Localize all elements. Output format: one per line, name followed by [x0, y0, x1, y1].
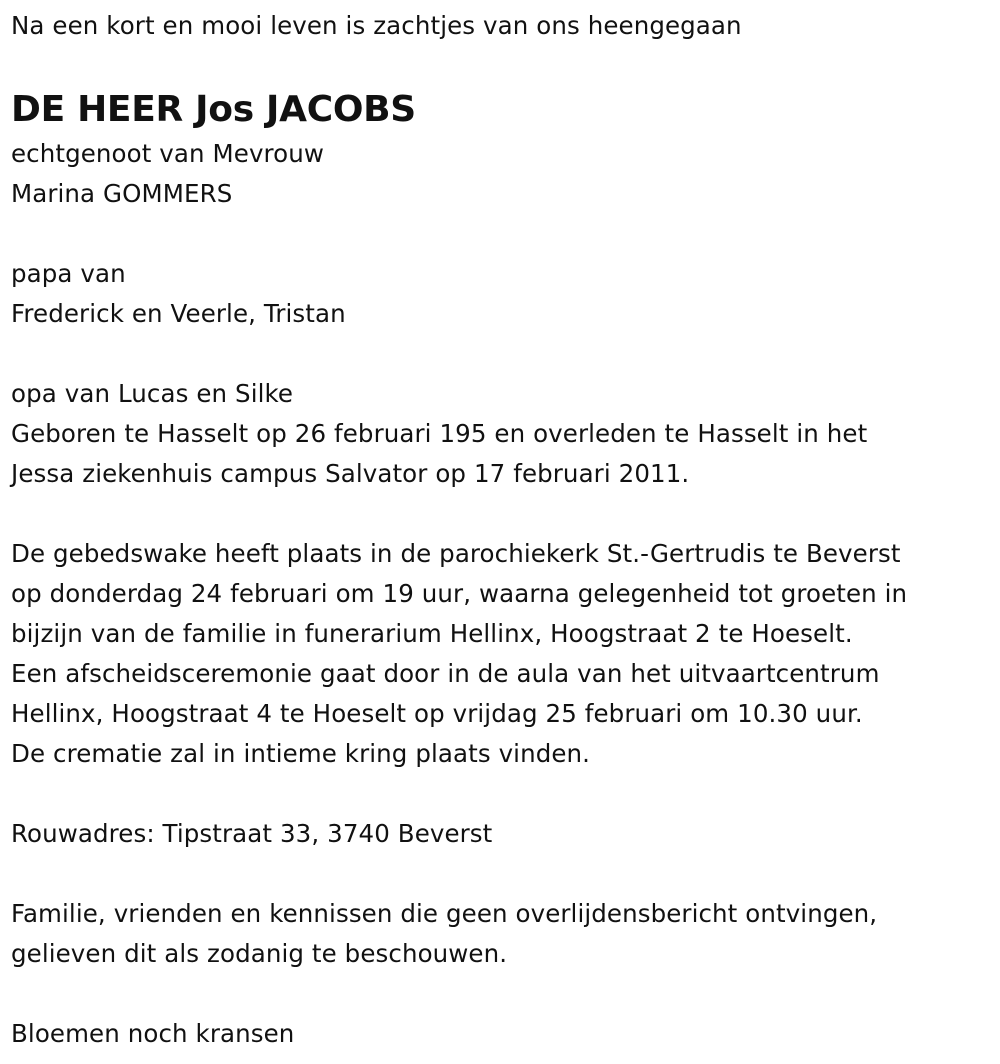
family-note-line-1: Familie, vrienden en kennissen die geen overlijdensbericht ontvingen,	[11, 899, 878, 928]
spouse-line-1: echtgenoot van Mevrouw	[11, 139, 325, 168]
family-note-line-2: gelieven dit als zodanig te beschouwen.	[11, 939, 508, 968]
spacer	[11, 974, 996, 1014]
ceremony-line-3: bijzijn van de familie in funerarium Hellinx, Hoogstraat 2 te Hoeselt.	[11, 619, 853, 648]
intro-text: Na een kort en mooi leven is zachtjes van ons heengegaan	[11, 11, 742, 40]
birth-death-line-2: Jessa ziekenhuis campus Salvator op 17 februari 2011.	[11, 459, 690, 488]
flowers-note: Bloemen noch kransen	[11, 1019, 295, 1048]
birth-death-line-1: Geboren te Hasselt op 26 februari 195 en overleden te Hasselt in het	[11, 419, 868, 448]
grandchildren-line: opa van Lucas en Silke	[11, 379, 294, 408]
mourning-address: Rouwadres: Tipstraat 33, 3740 Beverst	[11, 819, 493, 848]
spacer	[11, 334, 996, 374]
spacer	[11, 494, 996, 534]
spacer	[11, 214, 996, 254]
ceremony-line-5: Hellinx, Hoogstraat 4 te Hoeselt op vrijdag 25 februari om 10.30 uur.	[11, 699, 863, 728]
obituary-notice	[11, 6, 996, 1054]
spacer	[11, 46, 996, 86]
children-line-2: Frederick en Veerle, Tristan	[11, 299, 346, 328]
ceremony-line-4: Een afscheidsceremonie gaat door in de aula van het uitvaartcentrum	[11, 659, 880, 688]
ceremony-line-2: op donderdag 24 februari om 19 uur, waarna gelegenheid tot groeten in	[11, 579, 908, 608]
spouse-line-2: Marina GOMMERS	[11, 179, 233, 208]
ceremony-line-6: De crematie zal in intieme kring plaats vinden.	[11, 739, 591, 768]
ceremony-line-1: De gebedswake heeft plaats in de parochiekerk St.-Gertrudis te Beverst	[11, 539, 901, 568]
spacer	[11, 854, 996, 894]
deceased-name: DE HEER Jos JACOBS	[11, 89, 416, 130]
spacer	[11, 774, 996, 814]
children-line-1: papa van	[11, 259, 126, 288]
